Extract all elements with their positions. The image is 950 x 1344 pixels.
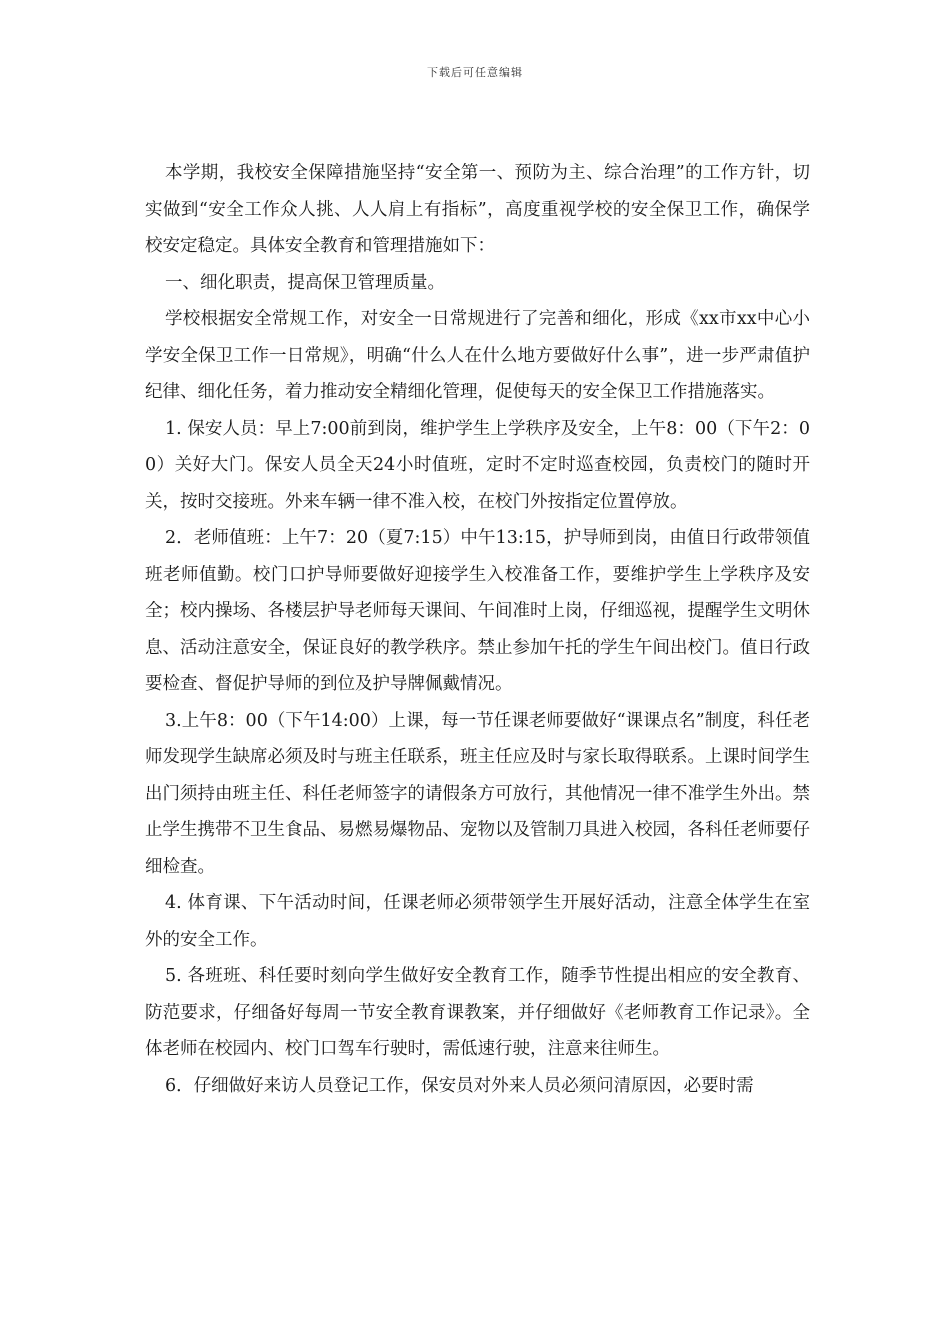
list-item-1: 1. 保安人员：早上7:00前到岗，维护学生上学秩序及安全，上午8：00（下午2：00）关好大门。保安人员全天24小时值班，定时不定时巡查校园，负责校门的随时开关，按时交接班。外来车辆一律不准入校，在校门外按指定位置停放。 [145, 418, 810, 512]
list-item-4: 4. 体育课、下午活动时间，任课老师必须带领学生开展好活动，注意全体学生在室外的安全工作。 [145, 893, 810, 950]
list-item-2: 2．老师值班：上午7：20（夏7:15）中午13:15，护导师到岗，由值日行政带领值班老师值勤。校门口护导师要做好迎接学生入校准备工作，要维护学生上学秩序及安全；校内操场、各楼层护导老师每天课间、午间准时上岗，仔细巡视，提醒学生文明休息、活动注意安全，保证良好的教学秩序。禁止参加午托的学生午间出校门。值日行政要检查、督促护导师的到位及护导牌佩戴情况。 [145, 528, 810, 694]
paragraph-intro: 本学期，我校安全保障措施坚持“安全第一、预防为主、综合治理”的工作方针，切实做到“安全工作众人挑、人人肩上有指标”，高度重视学校的安全保卫工作，确保学校安定稳定。具体安全教育和管理措施如下： [145, 163, 810, 256]
list-item-6: 6．仔细做好来访人员登记工作，保安员对外来人员必须问清原因，必要时需 [165, 1075, 754, 1096]
section-heading-1: 一、细化职责，提高保卫管理质量。 [165, 272, 445, 293]
document-body [145, 155, 810, 1104]
page-header: 下载后可任意编辑 [427, 66, 523, 79]
list-item-3: 3.上午8：00（下午14:00）上课，每一节任课老师要做好“课课点名”制度，科任老师发现学生缺席必须及时与班主任联系，班主任应及时与家长取得联系。上课时间学生出门须持由班主任、科任老师签字的请假条方可放行，其他情况一律不准学生外出。禁止学生携带不卫生食品、易燃易爆物品、宠物以及管制刀具进入校园，各科任老师要仔细检查。 [145, 710, 810, 877]
paragraph-daily-routine: 学校根据安全常规工作，对安全一日常规进行了完善和细化，形成《xx市xx中心小学安全保卫工作一日常规》，明确“什么人在什么地方要做好什么事”，进一步严肃值护纪律、细化任务，着力推动安全精细化管理，促使每天的安全保卫工作措施落实。 [145, 309, 810, 402]
list-item-5: 5. 各班班、科任要时刻向学生做好安全教育工作，随季节性提出相应的安全教育、防范要求，仔细备好每周一节安全教育课教案，并仔细做好《老师教育工作记录》。全体老师在校园内、校门口驾车行驶时，需低速行驶，注意来往师生。 [145, 966, 810, 1059]
